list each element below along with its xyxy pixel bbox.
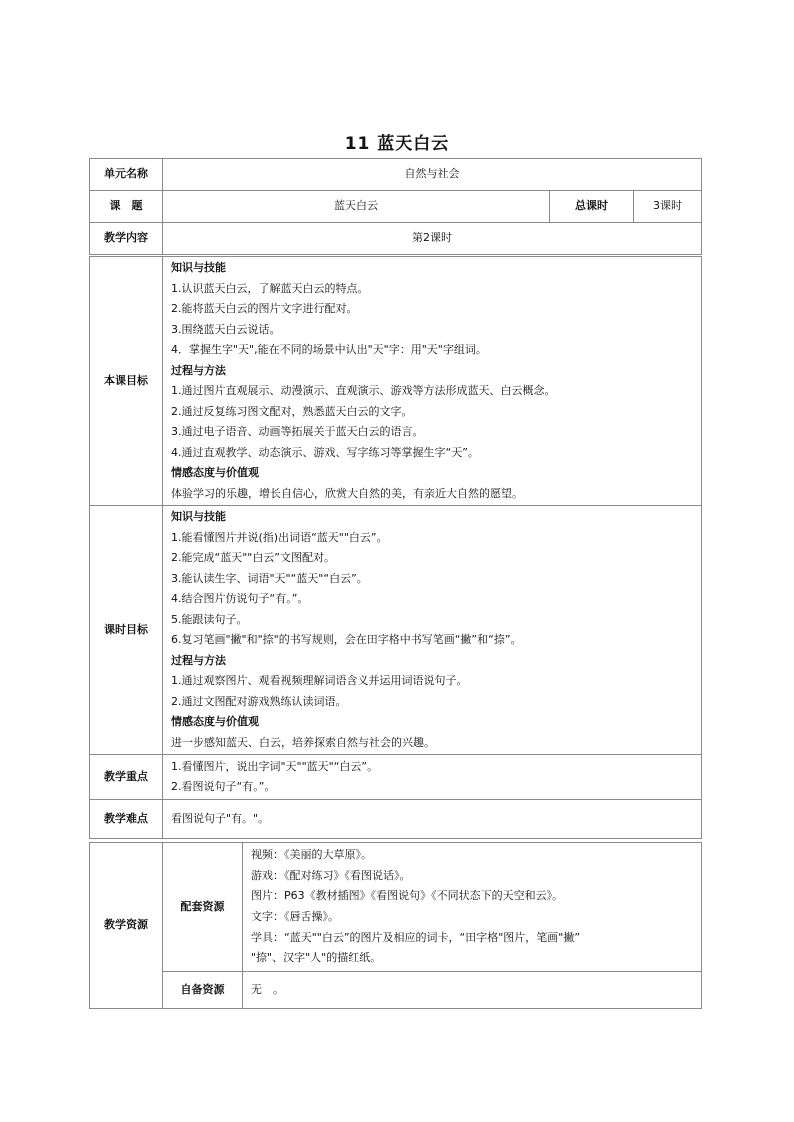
key-points-row	[90, 755, 702, 800]
matching-resources-content	[243, 843, 702, 972]
goals-table	[89, 256, 702, 839]
difficulty-row	[90, 800, 702, 839]
goal-item: 2.能将蓝天白云的图片文字进行配对。	[171, 302, 358, 315]
section-heading: 情感态度与价值观	[171, 715, 259, 728]
lesson-goals-content	[163, 506, 702, 755]
resource-item: 学具：“蓝天""白云”的图片及相应的词卡，“田字格"图片，笔画"撇”	[251, 930, 581, 944]
total-hours-value: 3课时	[634, 191, 702, 223]
matching-resources-label: 配套资源	[163, 843, 243, 972]
course-goals-label: 本课目标	[90, 257, 163, 506]
goal-item: 1.认识蓝天白云，了解蓝天白云的特点。	[171, 281, 369, 295]
key-point-item: 2.看图说句子“有。”。	[171, 780, 276, 793]
content-value: 第2课时	[163, 223, 702, 255]
total-hours-label: 总课时	[550, 191, 634, 223]
goal-item: 体验学习的乐趣，增长自信心，欣赏大自然的美，有亲近大自然的愿望。	[171, 486, 523, 500]
lesson-goals-label: 课时目标	[90, 506, 163, 755]
goal-item: 2.通过文图配对游戏熟练认读词语。	[171, 694, 347, 708]
resource-item: "捺"、汉字"人"的描红纸。	[251, 951, 382, 965]
section-heading: 知识与技能	[171, 261, 226, 274]
resource-item: 图片：P63《教材插图》《看图说句》《不同状态下的天空和云》。	[251, 889, 564, 903]
header-table	[89, 158, 702, 255]
goal-item: 1.通过图片直观展示、动漫演示、直观演示、游戏等方法形成蓝天、白云概念。	[171, 384, 556, 397]
key-point-item: 1.看懂图片，说出字词"天""蓝天"“白云”。	[171, 759, 379, 773]
page-title: 11 蓝天白云	[344, 134, 450, 154]
unit-value: 自然与社会	[163, 159, 702, 191]
unit-row	[90, 159, 702, 191]
goal-item: 3.能认读生字、词语"天"“蓝天"“白云”。	[171, 571, 368, 585]
content-row	[90, 223, 702, 255]
goal-item: 进一步感知蓝天、白云，培养探索自然与社会的兴趣。	[171, 735, 435, 749]
goal-item: 4.结合图片仿说句子“有。”。	[171, 592, 309, 605]
section-heading: 过程与方法	[171, 363, 226, 377]
section-heading: 过程与方法	[171, 653, 226, 667]
goal-item: 1.通过观察图片、观看视频理解词语含义并运用词语说句子。	[171, 674, 468, 687]
resources-table	[89, 842, 702, 1009]
self-resources-label: 自备资源	[163, 972, 243, 1009]
goal-item: 5.能跟读句子。	[171, 612, 248, 626]
topic-value: 蓝天白云	[163, 191, 550, 223]
goal-item: 6.复习笔画"撇"和"捺"的书写规则，会在田字格中书写笔画“撇”和“捺”。	[171, 633, 522, 646]
topic-label: 课 题	[90, 191, 163, 223]
goal-item: 2.通过反复练习图文配对，熟悉蓝天白云的文字。	[171, 404, 413, 418]
topic-row	[90, 191, 702, 223]
section-heading: 知识与技能	[171, 510, 226, 523]
lesson-goals-row	[90, 506, 702, 755]
unit-label: 单元名称	[90, 159, 163, 191]
resource-item: 文字：《唇舌操》。	[251, 910, 339, 923]
self-resources-row	[90, 972, 702, 1009]
goal-item: 2.能完成“蓝天""白云”文图配对。	[171, 551, 336, 564]
goal-item: 4.通过直观教学、动态演示、游戏、写字练习等掌握生字“天”。	[171, 445, 479, 459]
section-heading: 情感态度与价值观	[171, 466, 259, 479]
goal-item: 3.围绕蓝天白云说话。	[171, 322, 281, 336]
difficulty-text: 看图说句子"有。"。	[163, 800, 702, 839]
goal-item: 1.能看懂图片并说(指)出词语“蓝天""白云”。	[171, 530, 388, 544]
resources-label: 教学资源	[90, 843, 163, 1009]
goal-item: 3.通过电子语音、动画等拓展关于蓝天白云的语言。	[171, 425, 424, 438]
resource-item: 视频：《美丽的大草原》。	[251, 848, 372, 862]
content-label: 教学内容	[90, 223, 163, 255]
self-resources-value: 无 。	[243, 972, 702, 1009]
course-goals-content	[163, 257, 702, 506]
goal-item: 4．掌握生字"天",能在不同的场景中认出"天"字：用"天"字组词。	[171, 343, 487, 356]
matching-resources-row	[90, 843, 702, 972]
course-goals-row	[90, 257, 702, 506]
difficulty-label: 教学难点	[90, 800, 163, 839]
key-points-content	[163, 755, 702, 800]
resource-item: 游戏：《配对练习》《看图说话》。	[251, 868, 411, 882]
key-points-label: 教学重点	[90, 755, 163, 800]
